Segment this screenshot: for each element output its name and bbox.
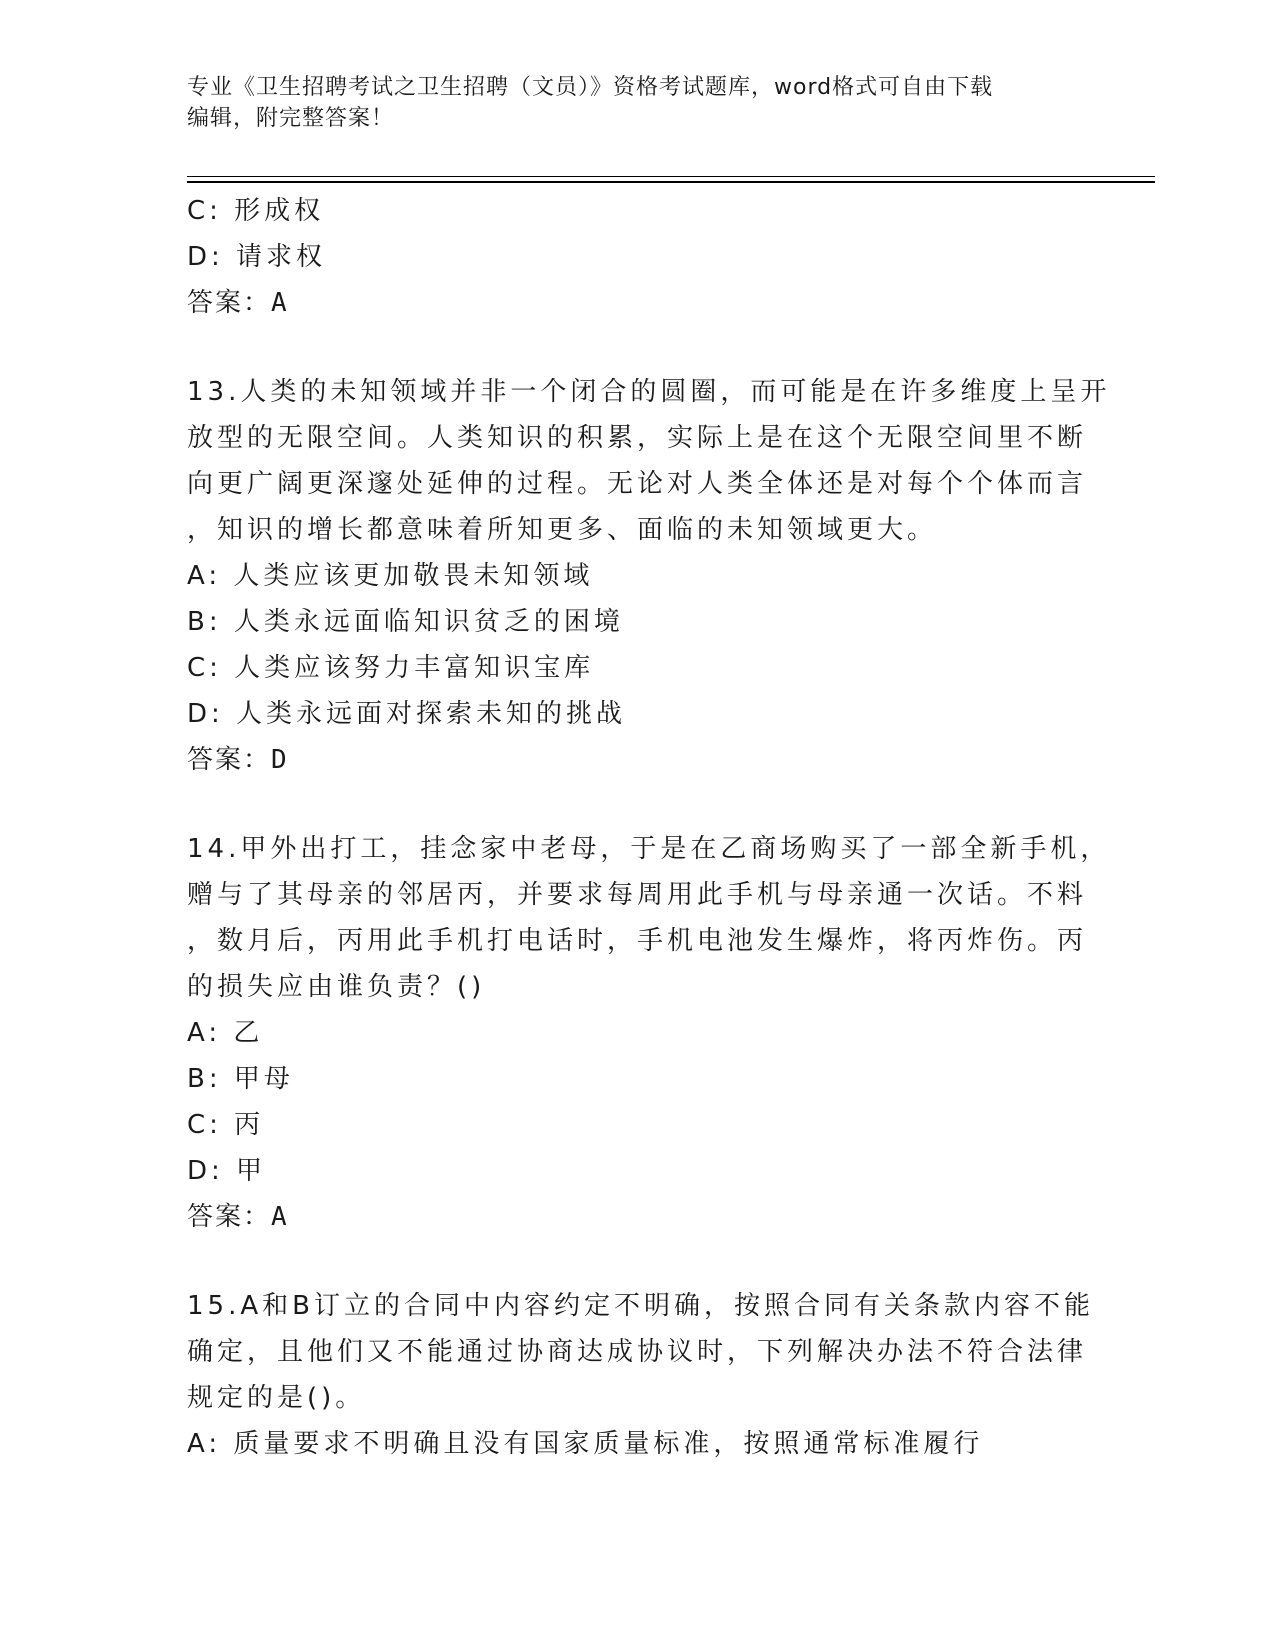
answer-line bbox=[187, 737, 1087, 783]
question-text-line: 14.甲外出打工，挂念家中老母，于是在乙商场购买了一部全新手机， bbox=[187, 834, 1111, 864]
header-line-1: 专业《卫生招聘考试之卫生招聘（文员）》资格考试题库，word格式可自由下载 bbox=[187, 75, 994, 100]
question-text-line: ，数月后，丙用此手机打电话时，手机电池发生爆炸，将丙炸伤。丙 bbox=[187, 926, 1088, 956]
header-line-2: 编辑，附完整答案！ bbox=[187, 106, 395, 131]
option-d: D: 甲 bbox=[187, 1156, 267, 1186]
answer-line bbox=[187, 280, 1087, 326]
answer-label: 答案： bbox=[187, 288, 272, 318]
option-c: C: 丙 bbox=[187, 1110, 265, 1140]
question-text-line: 的损失应由谁负责？() bbox=[187, 972, 486, 1002]
option-c: C: 人类应该努力丰富知识宝库 bbox=[187, 653, 595, 683]
option-b: B: 人类永远面临知识贫乏的困境 bbox=[187, 607, 624, 637]
option-a: A: 乙 bbox=[187, 1018, 264, 1048]
answer-value: A bbox=[271, 1202, 289, 1232]
question-text-line: 确定，且他们又不能通过协商达成协议时，下列解决办法不符合法律 bbox=[187, 1337, 1088, 1367]
question-12 bbox=[187, 188, 1087, 326]
option-c: C: 形成权 bbox=[187, 196, 325, 226]
answer-label: 答案： bbox=[187, 1202, 272, 1232]
question-text-line: 13.人类的未知领域并非一个闭合的圆圈，而可能是在许多维度上呈开 bbox=[187, 377, 1111, 407]
answer-line bbox=[187, 1194, 1087, 1240]
question-13 bbox=[187, 369, 1111, 783]
answer-label: 答案： bbox=[187, 745, 272, 775]
document-body bbox=[187, 188, 1111, 1467]
question-text-line: 15.A和B订立的合同中内容约定不明确，按照合同有关条款内容不能 bbox=[187, 1291, 1094, 1321]
question-text-line: 向更广阔更深邃处延伸的过程。无论对人类全体还是对每个个体而言 bbox=[187, 469, 1088, 499]
header-divider-thick bbox=[187, 181, 1155, 183]
document-header bbox=[187, 72, 1087, 134]
answer-value: D bbox=[271, 745, 289, 775]
question-15 bbox=[187, 1283, 1094, 1467]
header-divider-thin bbox=[187, 176, 1155, 177]
option-d: D: 请求权 bbox=[187, 242, 327, 272]
option-a: A: 质量要求不明确且没有国家质量标准，按照通常标准履行 bbox=[187, 1429, 984, 1459]
question-text-line: ，知识的增长都意味着所知更多、面临的未知领域更大。 bbox=[187, 515, 938, 545]
question-text-line: 赠与了其母亲的邻居丙，并要求每周用此手机与母亲通一次话。不料 bbox=[187, 880, 1088, 910]
option-b: B: 甲母 bbox=[187, 1064, 294, 1094]
question-text-line: 放型的无限空间。人类知识的积累，实际上是在这个无限空间里不断 bbox=[187, 423, 1088, 453]
answer-value: A bbox=[271, 288, 289, 318]
question-14 bbox=[187, 826, 1111, 1240]
question-text-line: 规定的是()。 bbox=[187, 1383, 366, 1413]
option-a: A: 人类应该更加敬畏未知领域 bbox=[187, 561, 594, 591]
option-d: D: 人类永远面对探索未知的挑战 bbox=[187, 699, 627, 729]
